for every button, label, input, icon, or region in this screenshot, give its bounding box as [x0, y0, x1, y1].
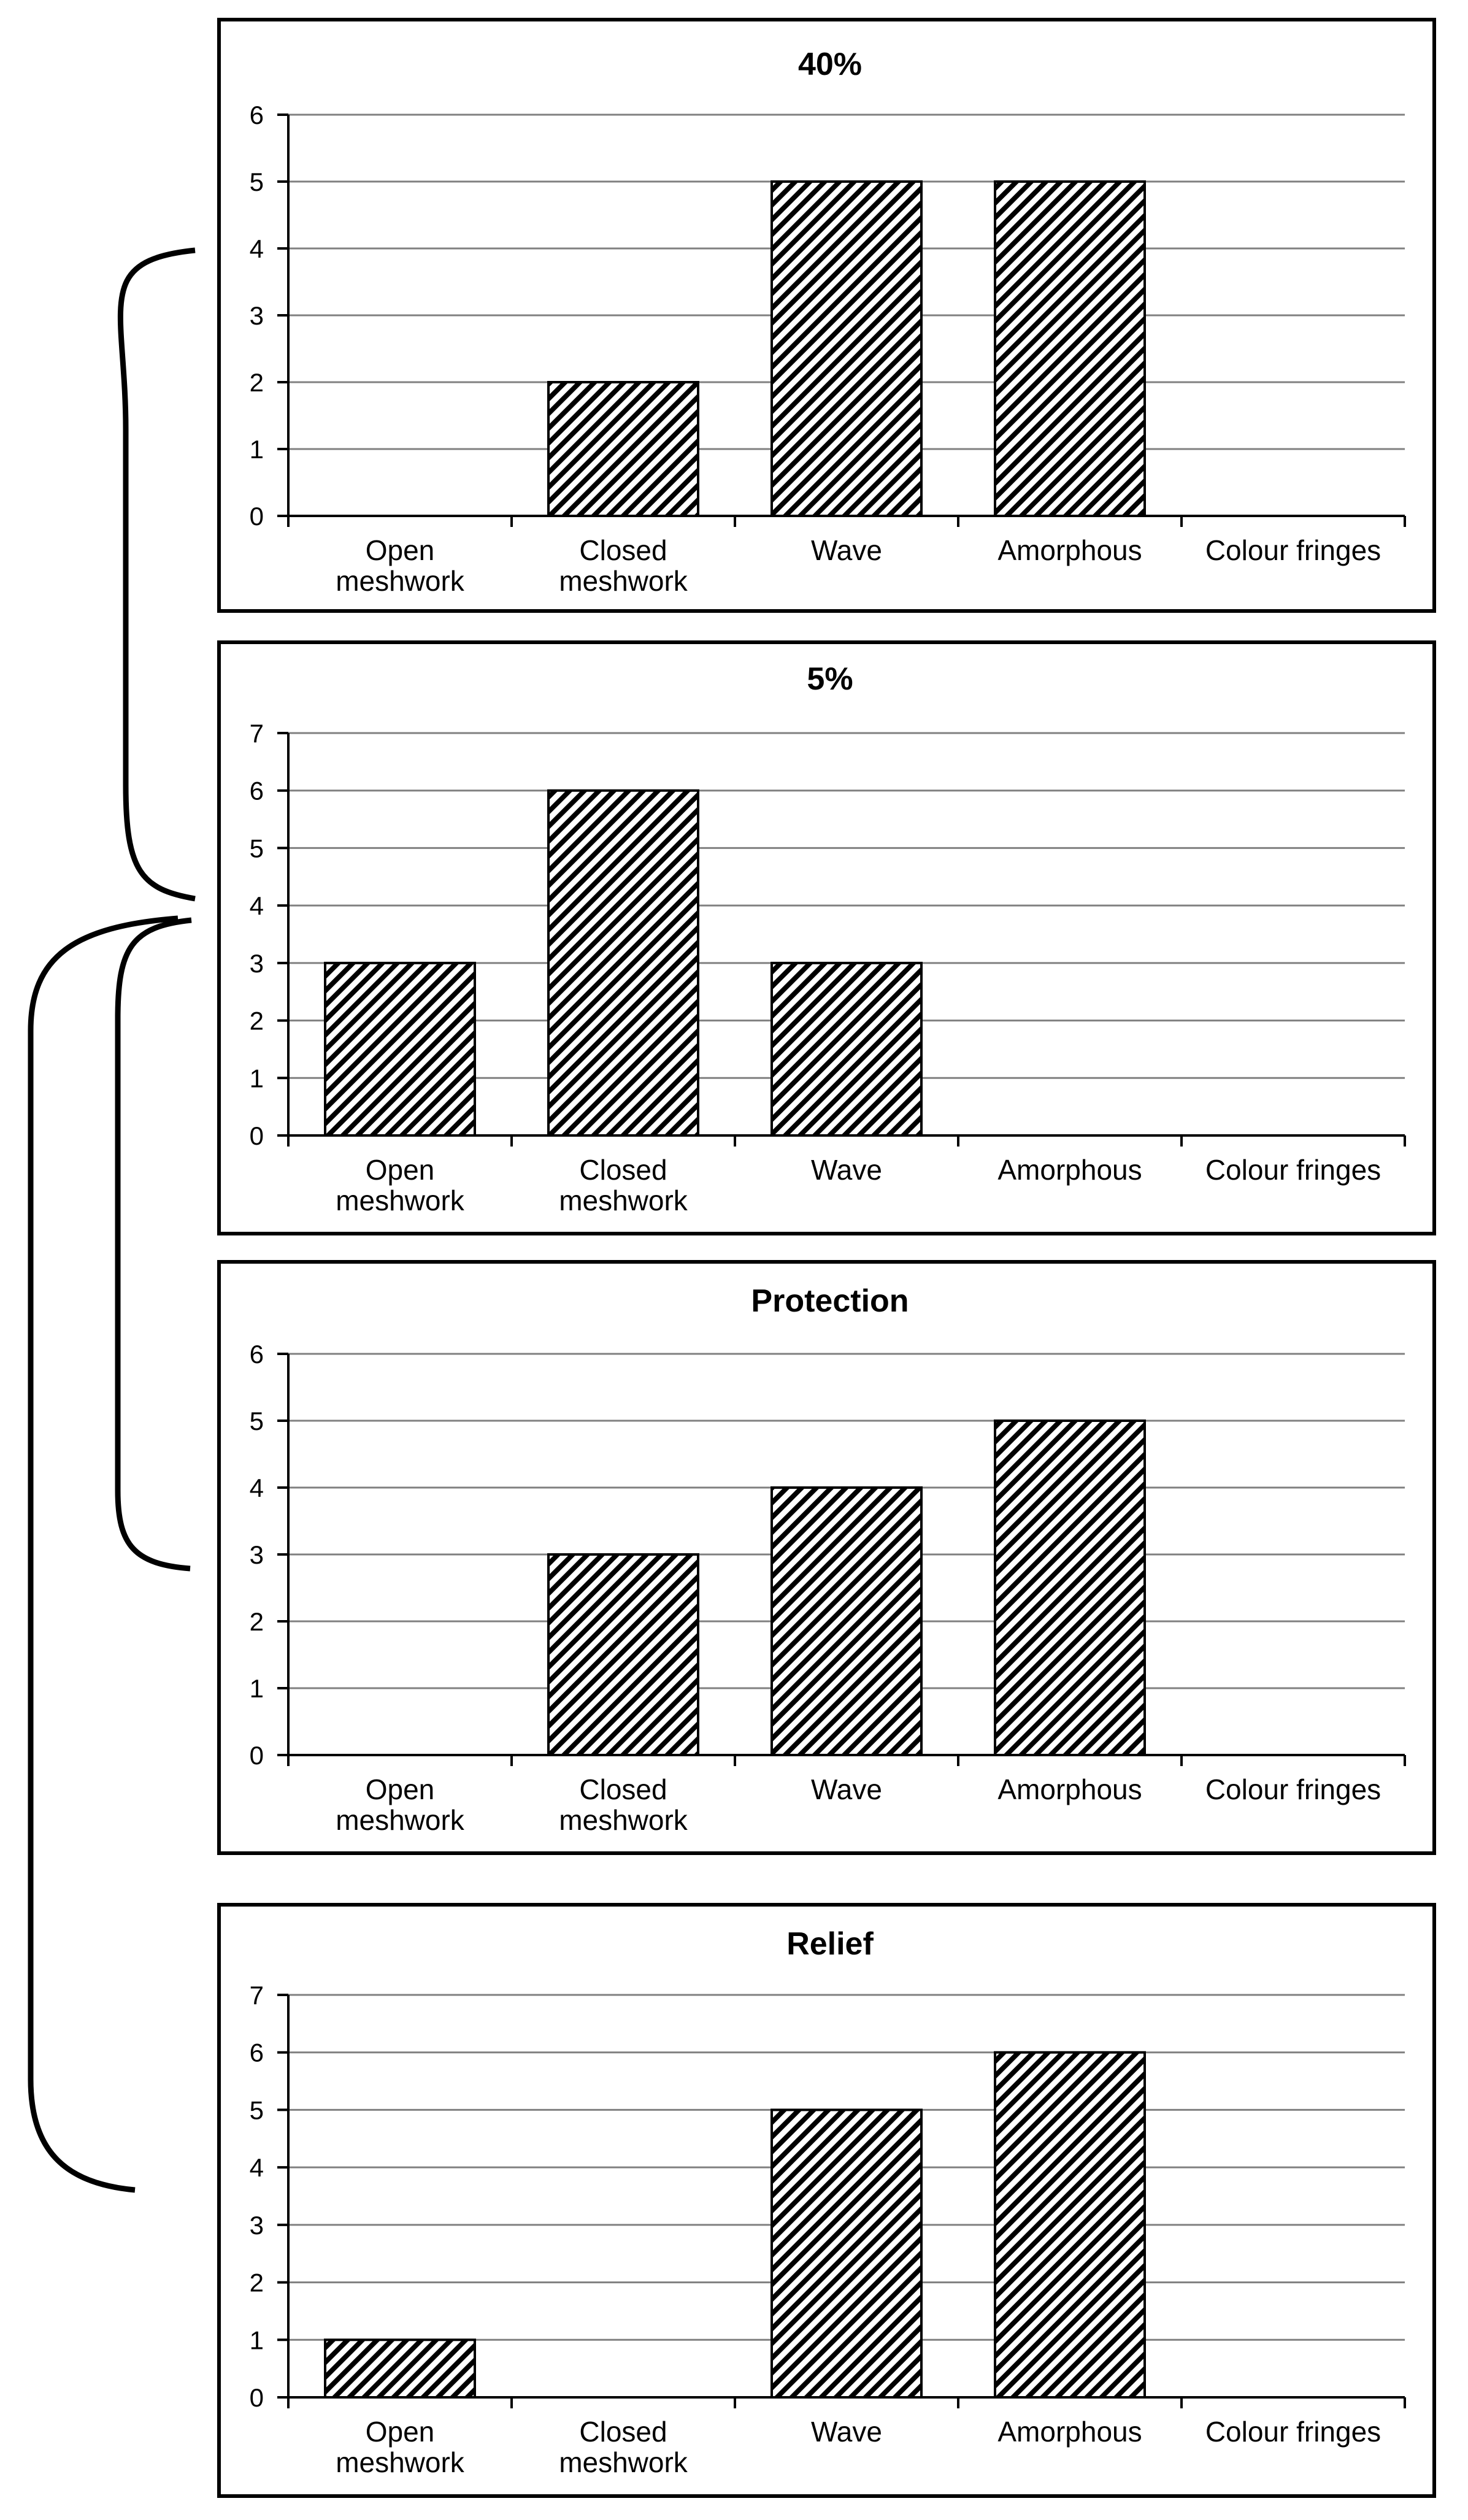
bar-wave [772, 1488, 921, 1755]
y-tick-label: 1 [249, 1674, 264, 1703]
x-category-label-line: Wave [811, 2416, 882, 2448]
y-tick-label: 6 [249, 101, 264, 129]
x-category-label-line: Closed [579, 534, 667, 566]
x-category-label-line: Colour fringes [1205, 1773, 1382, 1805]
y-tick-label: 3 [249, 301, 264, 330]
x-category-label-line: Amorphous [997, 2416, 1142, 2448]
x-category-label [1205, 2416, 1381, 2448]
bracket-5-to-relief [31, 918, 178, 2190]
y-tick-label: 0 [249, 502, 264, 531]
y-tick-label: 2 [249, 1607, 264, 1636]
y-tick-label: 5 [249, 2096, 264, 2125]
x-category-label-line: Colour fringes [1205, 534, 1382, 566]
y-tick-label: 2 [249, 1006, 264, 1035]
y-tick-label: 1 [249, 2326, 264, 2355]
x-category-label-line: Amorphous [997, 534, 1142, 566]
x-category-label [1205, 1773, 1381, 1805]
y-tick-label: 0 [249, 2383, 264, 2412]
bar-wave [772, 2110, 921, 2397]
x-category-label [811, 2416, 882, 2448]
y-tick-label: 2 [249, 2268, 264, 2297]
y-tick-label: 0 [249, 1741, 264, 1770]
y-tick-label: 7 [249, 1981, 264, 2010]
bracket-5-to-protection [118, 920, 191, 1569]
panel-title: 5% [807, 661, 853, 697]
x-category-label [997, 1773, 1142, 1805]
bar-closed-meshwork [548, 1554, 698, 1755]
x-category-label [997, 2416, 1142, 2448]
x-category-label [811, 1154, 882, 1186]
y-tick-label: 4 [249, 234, 264, 263]
bar-closed-meshwork [548, 382, 698, 516]
bracket-40-to-5 [120, 250, 195, 899]
x-category-label-line: meshwork [336, 2446, 464, 2478]
y-tick-label: 4 [249, 1473, 264, 1502]
x-category-label [997, 1154, 1142, 1186]
y-tick-label: 3 [249, 1540, 264, 1569]
y-tick-label: 3 [249, 2210, 264, 2240]
y-tick-label: 6 [249, 2038, 264, 2067]
x-category-label-line: meshwork [559, 2446, 688, 2478]
panel-frame [219, 642, 1434, 1234]
chart-panel-protection [219, 1262, 1434, 1853]
chart-panel-5-percent [219, 642, 1434, 1234]
x-category-label [811, 534, 882, 566]
bar-wave [772, 182, 921, 516]
y-tick-label: 6 [249, 776, 264, 805]
y-tick-label: 5 [249, 1407, 264, 1435]
bar-open-meshwork [325, 963, 475, 1135]
x-category-label-line: meshwork [559, 565, 688, 597]
x-category-label-line: Open [365, 2416, 435, 2448]
x-category-label-line: Amorphous [997, 1154, 1142, 1186]
x-category-label [811, 1773, 882, 1805]
y-tick-label: 2 [249, 368, 264, 397]
x-category-label-line: Closed [579, 2416, 667, 2448]
y-tick-label: 4 [249, 2153, 264, 2183]
chart-panel-40-percent [219, 20, 1434, 611]
x-category-label-line: meshwork [336, 1185, 464, 1216]
x-category-label-line: meshwork [559, 1185, 688, 1216]
x-category-label-line: Closed [579, 1154, 667, 1186]
x-category-label-line: Colour fringes [1205, 1154, 1382, 1186]
x-category-label-line: meshwork [559, 1804, 688, 1836]
x-category-label [1205, 534, 1381, 566]
x-category-label-line: Open [365, 1154, 435, 1186]
bar-amorphous [995, 182, 1145, 516]
x-category-label-line: Wave [811, 1773, 882, 1805]
x-category-label [997, 534, 1142, 566]
y-tick-label: 1 [249, 1064, 264, 1093]
bar-amorphous [995, 2053, 1145, 2397]
x-category-label-line: Colour fringes [1205, 2416, 1382, 2448]
bar-open-meshwork [325, 2340, 475, 2397]
y-tick-label: 7 [249, 719, 264, 748]
panel-title: Protection [751, 1283, 909, 1319]
x-category-label-line: Open [365, 1773, 435, 1805]
x-category-label-line: meshwork [336, 1804, 464, 1836]
panel-title: Relief [786, 1926, 874, 1962]
x-category-label-line: Closed [579, 1773, 667, 1805]
bar-amorphous [995, 1421, 1145, 1755]
x-category-label-line: Amorphous [997, 1773, 1142, 1805]
x-category-label-line: Wave [811, 534, 882, 566]
y-tick-label: 1 [249, 435, 264, 464]
x-category-label-line: Wave [811, 1154, 882, 1186]
x-category-label-line: meshwork [336, 565, 464, 597]
bar-wave [772, 963, 921, 1135]
y-tick-label: 4 [249, 891, 264, 921]
y-tick-label: 0 [249, 1121, 264, 1150]
y-tick-label: 5 [249, 834, 264, 863]
y-tick-label: 3 [249, 948, 264, 978]
x-category-label-line: Open [365, 534, 435, 566]
y-tick-label: 6 [249, 1340, 264, 1369]
bar-closed-meshwork [548, 791, 698, 1135]
panel-title: 40% [797, 47, 863, 82]
chart-panel-relief [219, 1905, 1434, 2496]
y-tick-label: 5 [249, 167, 264, 196]
x-category-label [1205, 1154, 1381, 1186]
